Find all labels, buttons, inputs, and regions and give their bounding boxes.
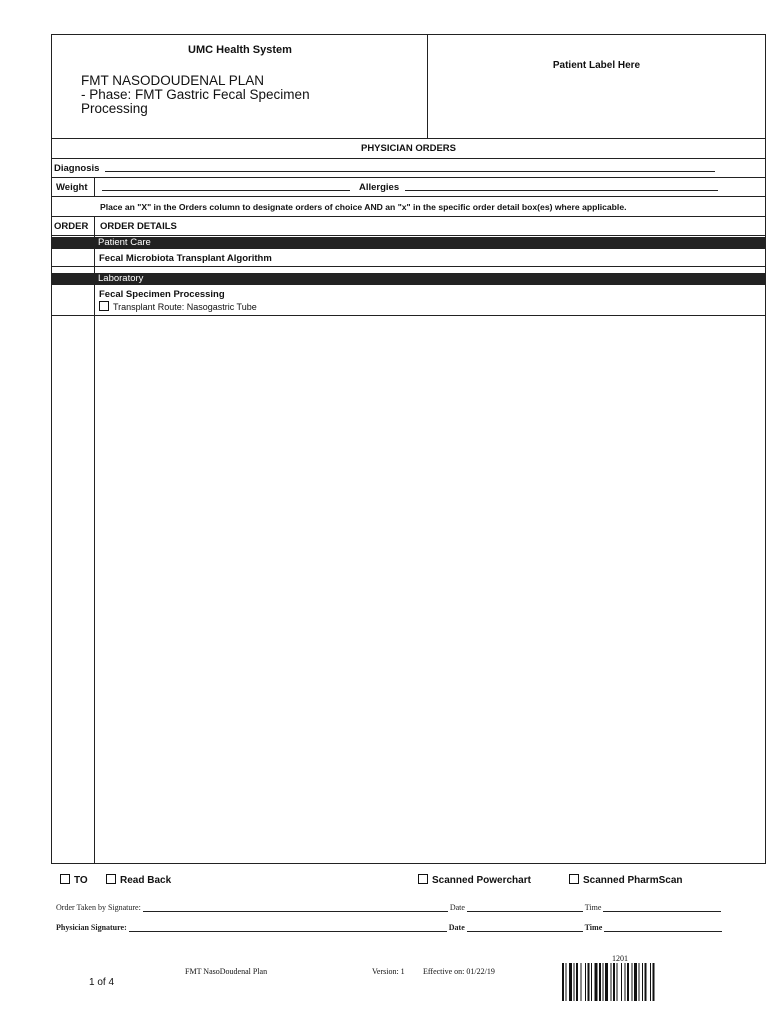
order-taken-label: Order Taken by Signature:	[56, 903, 141, 912]
order-taken-signature-row	[56, 903, 721, 912]
to-label: TO	[74, 875, 88, 886]
laboratory-band	[52, 273, 765, 285]
patient-care-heading: Patient Care	[98, 237, 151, 248]
order-taken-date-field[interactable]	[467, 904, 583, 912]
column-header-row	[52, 217, 765, 236]
scanned-powerchart-label: Scanned Powerchart	[432, 875, 531, 886]
laboratory-heading: Laboratory	[98, 273, 144, 284]
diagnosis-field[interactable]	[105, 162, 715, 172]
order-taken-time-label: Time	[584, 903, 602, 912]
page-number: 1 of 4	[89, 977, 115, 988]
scanned-pharmscan-option	[569, 874, 682, 886]
fecal-specimen-processing-order: Fecal Specimen Processing	[99, 289, 225, 300]
scanned-powerchart-option	[418, 874, 531, 886]
diagnosis-row	[52, 159, 765, 178]
scanned-pharmscan-label: Scanned PharmScan	[583, 875, 683, 886]
allergies-field[interactable]	[405, 181, 718, 191]
transplant-route-checkbox[interactable]	[99, 301, 109, 311]
read-back-label: Read Back	[120, 875, 172, 886]
section-title: PHYSICIAN ORDERS	[52, 139, 765, 159]
read-back-checkbox[interactable]	[106, 874, 116, 884]
physician-signature-label: Physician Signature:	[56, 923, 127, 932]
column-divider	[94, 249, 95, 273]
patient-label: Patient Label Here	[552, 60, 641, 71]
order-taken-signature-field[interactable]	[143, 904, 448, 912]
plan-title	[81, 74, 310, 116]
column-divider	[94, 285, 95, 864]
physician-date-label: Date	[448, 923, 465, 932]
physician-time-field[interactable]	[604, 924, 722, 932]
order-column-header: ORDER	[54, 221, 89, 232]
plan-line-1: FMT NASODOUDENAL PLAN	[81, 73, 265, 88]
barcode	[562, 963, 694, 1001]
physician-date-field[interactable]	[467, 924, 583, 932]
laboratory-order-row	[52, 285, 765, 316]
physician-signature-row	[56, 923, 722, 932]
footer-form-name: FMT NasoDoudenal Plan	[185, 967, 268, 976]
to-checkbox[interactable]	[60, 874, 70, 884]
physician-time-label: Time	[584, 923, 603, 932]
column-divider	[94, 178, 95, 197]
read-back-option	[106, 874, 171, 886]
order-form	[51, 34, 766, 864]
footer-version: Version: 1	[372, 967, 405, 976]
transplant-route-label: Transplant Route: Nasogastric Tube	[113, 302, 257, 312]
patient-care-order-row	[52, 249, 765, 267]
plan-line-2: - Phase: FMT Gastric Fecal Specimen	[81, 87, 310, 102]
scanned-powerchart-checkbox[interactable]	[418, 874, 428, 884]
weight-row	[52, 178, 765, 197]
form-number: 1201	[612, 954, 628, 963]
instructions-row	[52, 197, 765, 217]
weight-field[interactable]	[102, 181, 350, 191]
instructions-text: Place an "X" in the Orders column to designate orders of choice AND an "x" in the specific order detail box(es) where applicable.	[100, 202, 627, 212]
weight-label: Weight	[56, 182, 88, 193]
diagnosis-label: Diagnosis	[54, 163, 100, 174]
header-left	[52, 35, 428, 138]
order-details-column-header: ORDER DETAILS	[100, 221, 177, 232]
footer-effective-date: Effective on: 01/22/19	[423, 967, 495, 976]
order-taken-time-field[interactable]	[603, 904, 721, 912]
patient-care-band	[52, 237, 765, 249]
plan-line-3: Processing	[81, 101, 148, 116]
order-taken-date-label: Date	[449, 903, 465, 912]
column-divider	[94, 217, 95, 237]
org-name: UMC Health System	[188, 44, 292, 56]
fecal-microbiota-transplant-order: Fecal Microbiota Transplant Algorithm	[99, 253, 272, 264]
physician-signature-field[interactable]	[129, 924, 447, 932]
transplant-route-option	[99, 301, 257, 312]
form-header	[52, 35, 765, 139]
allergies-label: Allergies	[359, 182, 400, 193]
scanned-pharmscan-checkbox[interactable]	[569, 874, 579, 884]
to-option	[60, 874, 88, 886]
